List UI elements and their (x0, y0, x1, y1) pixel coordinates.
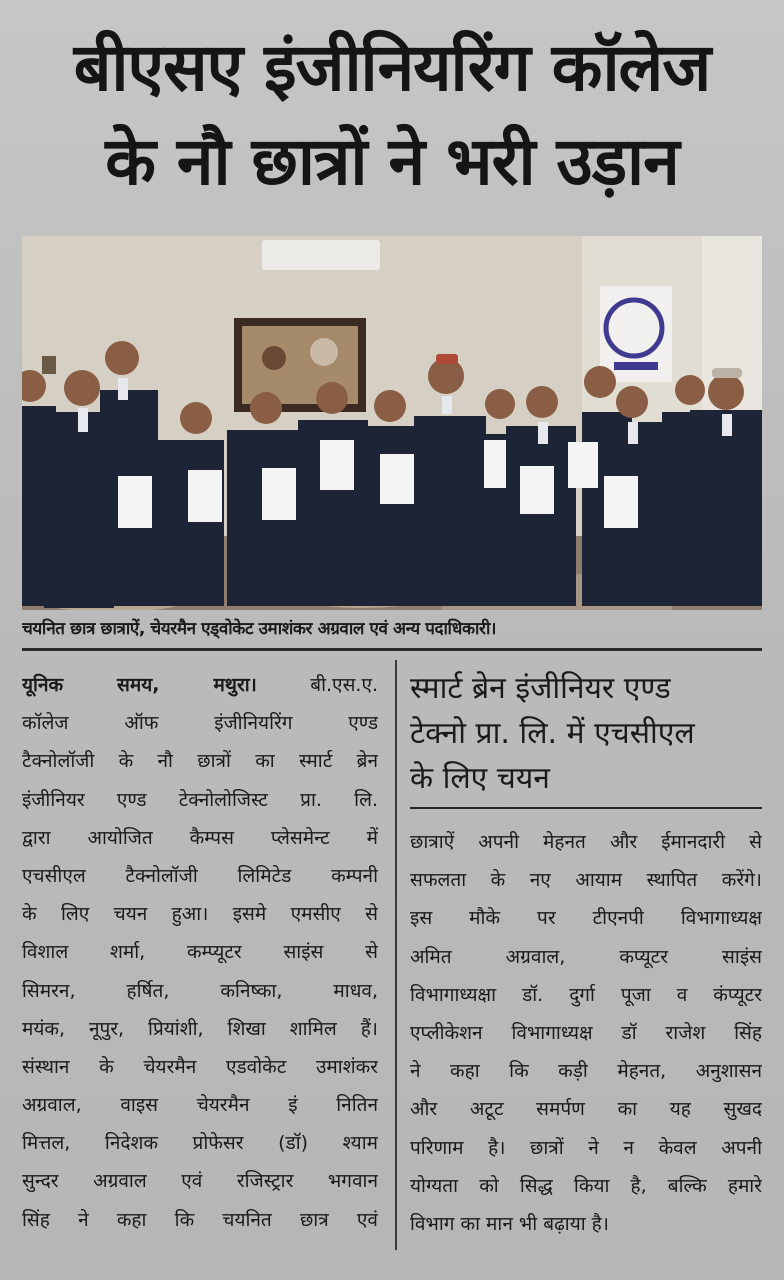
article-line: और अटूट समर्पण का यह सुखद (410, 1098, 762, 1121)
article-line: मित्तल, निदेशक प्रोफेसर (डॉ) श्याम (22, 1132, 378, 1155)
article-line: योग्यता को सिद्ध किया है, बल्कि हमारे (410, 1174, 762, 1197)
article-line: विशाल शर्मा, कम्प्यूटर साइंस से (22, 941, 378, 964)
subheading-line: के लिए चयन (410, 761, 550, 796)
article-line: परिणाम है। छात्रों ने न केवल अपनी (410, 1136, 762, 1159)
headline-line-1: बीएसए इंजीनियरिंग कॉलेज (73, 29, 711, 106)
article-line: एप्लीकेशन विभागाध्यक्ष डॉ राजेश सिंह (410, 1021, 762, 1044)
article-line: के लिए चयन हुआ। इसमे एमसीए से (22, 903, 378, 926)
subheading-divider (410, 807, 762, 809)
article-line: विभाग का मान भी बढ़ाया है। (410, 1212, 609, 1235)
subheading-line: टेक्नो प्रा. लि. में एचसीएल (410, 716, 695, 751)
article-line: इस मौके पर टीएनपी विभागाध्यक्ष (410, 907, 762, 930)
article-line: ने कहा कि कड़ी मेहनत, अनुशासन (410, 1060, 762, 1083)
article-first-line-text: बी.एस.ए. (310, 674, 378, 696)
article-line: द्वारा आयोजित कैम्पस प्लेसमेन्ट में (22, 826, 378, 849)
article-first-line (22, 666, 378, 704)
article-line: अमित अग्रवाल, कप्यूटर साइंस (410, 945, 762, 968)
dateline: यूनिक समय, मथुरा। (22, 674, 257, 696)
article-line: छात्राऐं अपनी मेहनत और ईमानदारी से (410, 831, 762, 853)
article-line: मयंक, नूपुर, प्रियांशी, शिखा शामिल हैं। (22, 1017, 378, 1040)
subheading-line: स्मार्ट ब्रेन इंजीनियर एण्ड (410, 671, 671, 706)
caption-divider (22, 648, 762, 651)
article-line: अग्रवाल, वाइस चेयरमैन इं नितिन (22, 1094, 378, 1117)
column-divider (395, 660, 397, 1250)
photo-caption: चयनित छात्र छात्राऐं, चेयरमैन एड्वोकेट उमाशंकर अग्रवाल एवं अन्य पदाधिकारी। (22, 619, 497, 639)
article-line: टैक्नोलॉजी के नौ छात्रों का स्मार्ट ब्रेन (22, 750, 378, 773)
headline-line-2: के नौ छात्रों ने भरी उड़ान (105, 123, 679, 200)
article-line: संस्थान के चेयरमैन एडवोकेट उमाशंकर (22, 1055, 378, 1078)
group-photo (22, 236, 762, 610)
article-line: सिंह ने कहा कि चयनित छात्र एवं (22, 1208, 378, 1231)
article-line: विभागाध्यक्षा डॉ. दुर्गा पूजा व कंप्यूटर (410, 983, 762, 1006)
article-line: सफलता के नए आयाम स्थापित करेंगे। (410, 869, 762, 892)
article-line: सिमरन, हर्षित, कनिष्का, माधव, (22, 979, 378, 1002)
article-line: इंजीनियर एण्ड टेक्नोलोजिस्ट प्रा. लि. (22, 788, 378, 811)
article-right-column (410, 666, 762, 1243)
article-line: कॉलेज ऑफ इंजीनियरिंग एण्ड (22, 712, 378, 735)
article-left-column (22, 666, 378, 1239)
article-line: एचसीएल टैक्नोलॉजी लिमिटेड कम्पनी (22, 864, 378, 887)
article-line: सुन्दर अग्रवाल एवं रजिस्ट्रार भगवान (22, 1170, 378, 1193)
